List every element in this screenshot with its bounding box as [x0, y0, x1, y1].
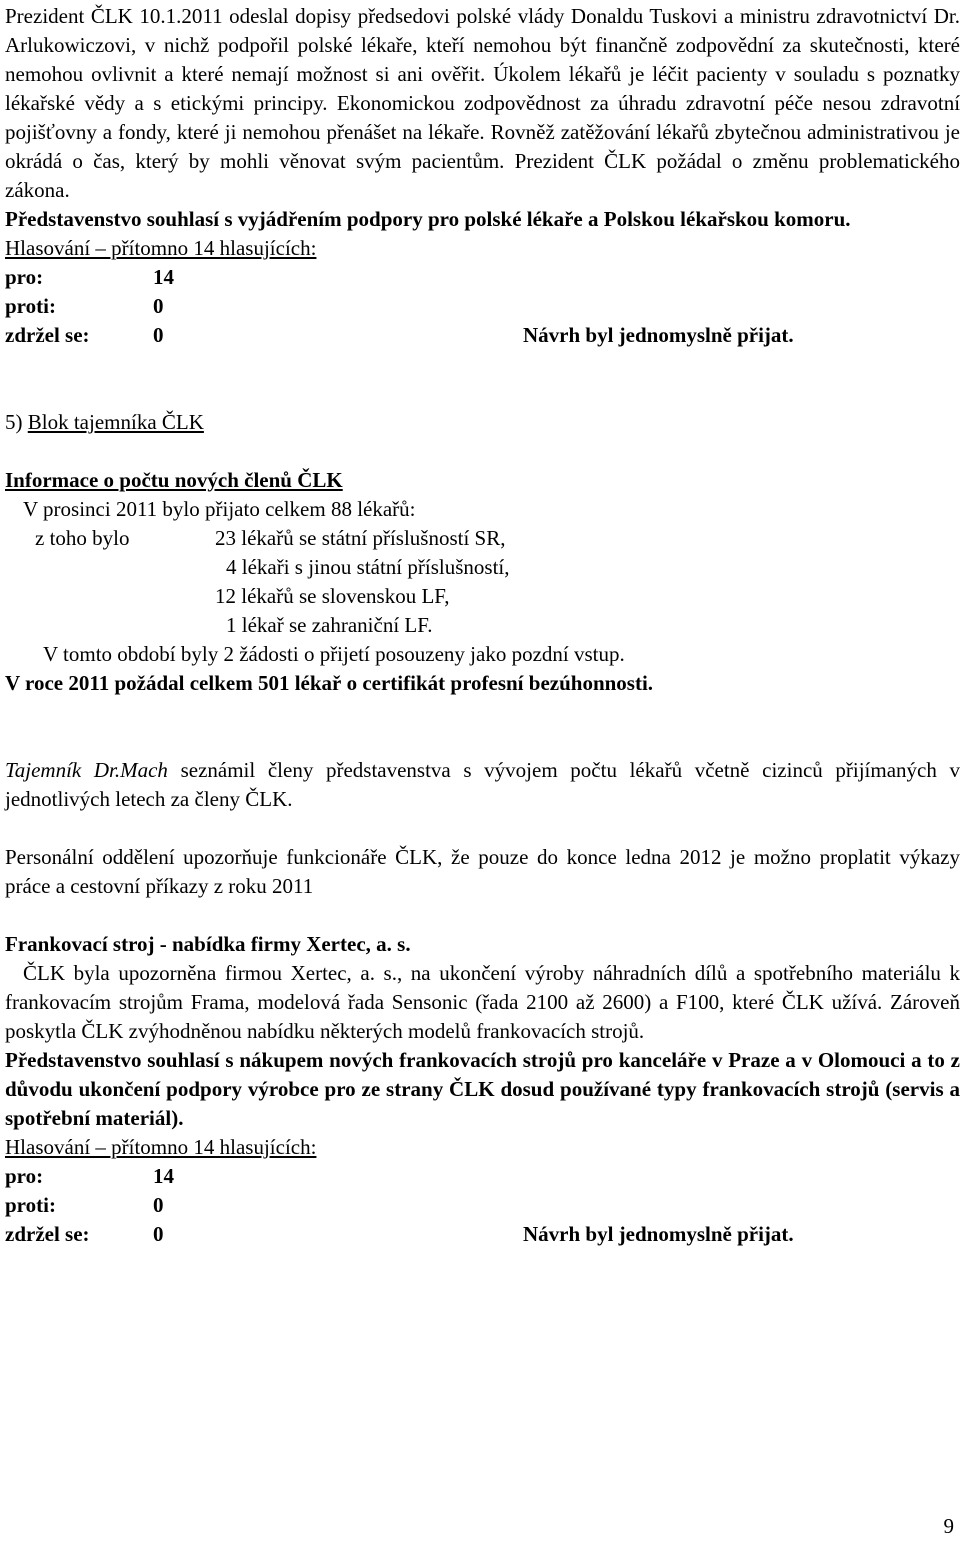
para-part: Ekonomickou zodpovědnost za úhradu zdravotní péče nesou zdravotní pojišťovny a fondy, které ji nemohou přenášet na lékaře. [5, 91, 960, 144]
vote-block-1 [5, 234, 960, 350]
franking-heading: Frankovací stroj - nabídka firmy Xertec, a. s. [5, 932, 411, 956]
stats-row: 23 lékařů se státní příslušností SR, [215, 526, 506, 550]
vote-value: 14 [153, 265, 174, 289]
section-title: Blok tajemníka ČLK [27, 410, 204, 434]
vote-result: Návrh byl jednomyslně přijat. [523, 323, 794, 347]
vote-heading: Hlasování – přítomno 14 hlasujících: [5, 236, 317, 260]
vote-row-zdrzel [5, 1220, 960, 1249]
stats-row: 12 lékařů se slovenskou LF, [215, 584, 450, 608]
vote-label: pro: [5, 265, 44, 289]
resolution-polish-doctors: Představenstvo souhlasí s vyjádřením podpory pro polské lékaře a Polskou lékařskou komoru. [5, 207, 851, 231]
section-number: 5) [5, 410, 23, 434]
vote-result: Návrh byl jednomyslně přijat. [523, 1222, 794, 1246]
vote-row-proti [5, 292, 960, 321]
vote-label: pro: [5, 1164, 44, 1188]
franking-text: ČLK byla upozorněna firmou Xertec, a. s., na ukončení výroby náhradních dílů a spotřebního materiálu k frankovacím strojům Frama, modelová řada Sensonic (řada 2100 až 2600) a F100, které ČLK užívá. Zároveň poskytla ČLK zvýhodněnou nabídku některých modelů frankovacích strojů. [5, 961, 960, 1043]
vote-row-proti [5, 1191, 960, 1220]
vote-label: zdržel se: [5, 1222, 90, 1246]
late-entry-note: V tomto období byly 2 žádosti o přijetí posouzeny jako pozdní vstup. [43, 642, 625, 666]
secretary-paragraph [5, 756, 960, 814]
certificates-note: V roce 2011 požádal celkem 501 lékař o certifikát profesní bezúhonnosti. [5, 671, 654, 695]
secretary-text: seznámil členy představenstva s vývojem počtu lékařů včetně cizinců přijímaných v jednotlivých letech za členy ČLK. [5, 758, 960, 811]
vote-label: proti: [5, 1193, 56, 1217]
members-stats [5, 524, 960, 640]
members-info-heading: Informace o počtu nových členů ČLK [5, 468, 343, 492]
president-letter-paragraph [5, 2, 960, 205]
para-part: Úkolem lékařů je léčit pacienty v souladu s poznatky lékařské vědy a s etickými principy. [5, 62, 960, 115]
vote-block-2 [5, 1133, 960, 1249]
vote-label: proti: [5, 294, 56, 318]
para-part: Rovněž zatěžování lékařů zbytečnou administrativou je okrádá o čas, který by mohli věnovat svým pacientům. [5, 120, 960, 173]
stats-row: 4 lékaři s jinou státní příslušností, [226, 555, 510, 579]
vote-value: 0 [153, 294, 164, 318]
vote-value: 0 [153, 323, 164, 347]
vote-row-pro [5, 1162, 960, 1191]
vote-row-pro [5, 263, 960, 292]
stats-row: 1 lékař se zahraniční LF. [226, 613, 433, 637]
para-part: Prezident ČLK 10.1.2011 odeslal dopisy předsedovi polské vlády Donaldu Tuskovi a ministru zdravotnictví Dr. Arlukowiczovi, v nichž podpořil polské lékaře, kteří nemohou být finančně zodpovědní za skutečnosti, které nemohou ovlivnit a které nemají možnost si ani ověřit. [5, 4, 960, 86]
members-stats-list [215, 524, 510, 640]
vote-row-zdrzel [5, 321, 960, 350]
page-number: 9 [943, 1514, 954, 1538]
vote-heading: Hlasování – přítomno 14 hlasujících: [5, 1135, 317, 1159]
members-intro: V prosinci 2011 bylo přijato celkem 88 lékařů: [23, 497, 416, 521]
personnel-paragraph: Personální oddělení upozorňuje funkcionáře ČLK, že pouze do konce ledna 2012 je možno proplatit výkazy práce a cestovní příkazy z roku 2011 [5, 845, 960, 898]
secretary-name: Tajemník Dr.Mach [5, 758, 168, 782]
vote-value: 0 [153, 1193, 164, 1217]
para-part: Prezident ČLK požádal o změnu problematického zákona. [5, 149, 960, 202]
vote-value: 14 [153, 1164, 174, 1188]
of-which-label: z toho bylo [35, 526, 130, 550]
vote-value: 0 [153, 1222, 164, 1246]
document-page [5, 2, 960, 1249]
vote-label: zdržel se: [5, 323, 90, 347]
franking-resolution: Představenstvo souhlasí s nákupem nových frankovacích strojů pro kanceláře v Praze a v Olomouci a to z důvodu ukončení podpory výrobce pro ze strany ČLK dosud používané typy frankovacích strojů (servis a spotřební materiál). [5, 1048, 960, 1130]
section-5-heading [5, 408, 960, 437]
